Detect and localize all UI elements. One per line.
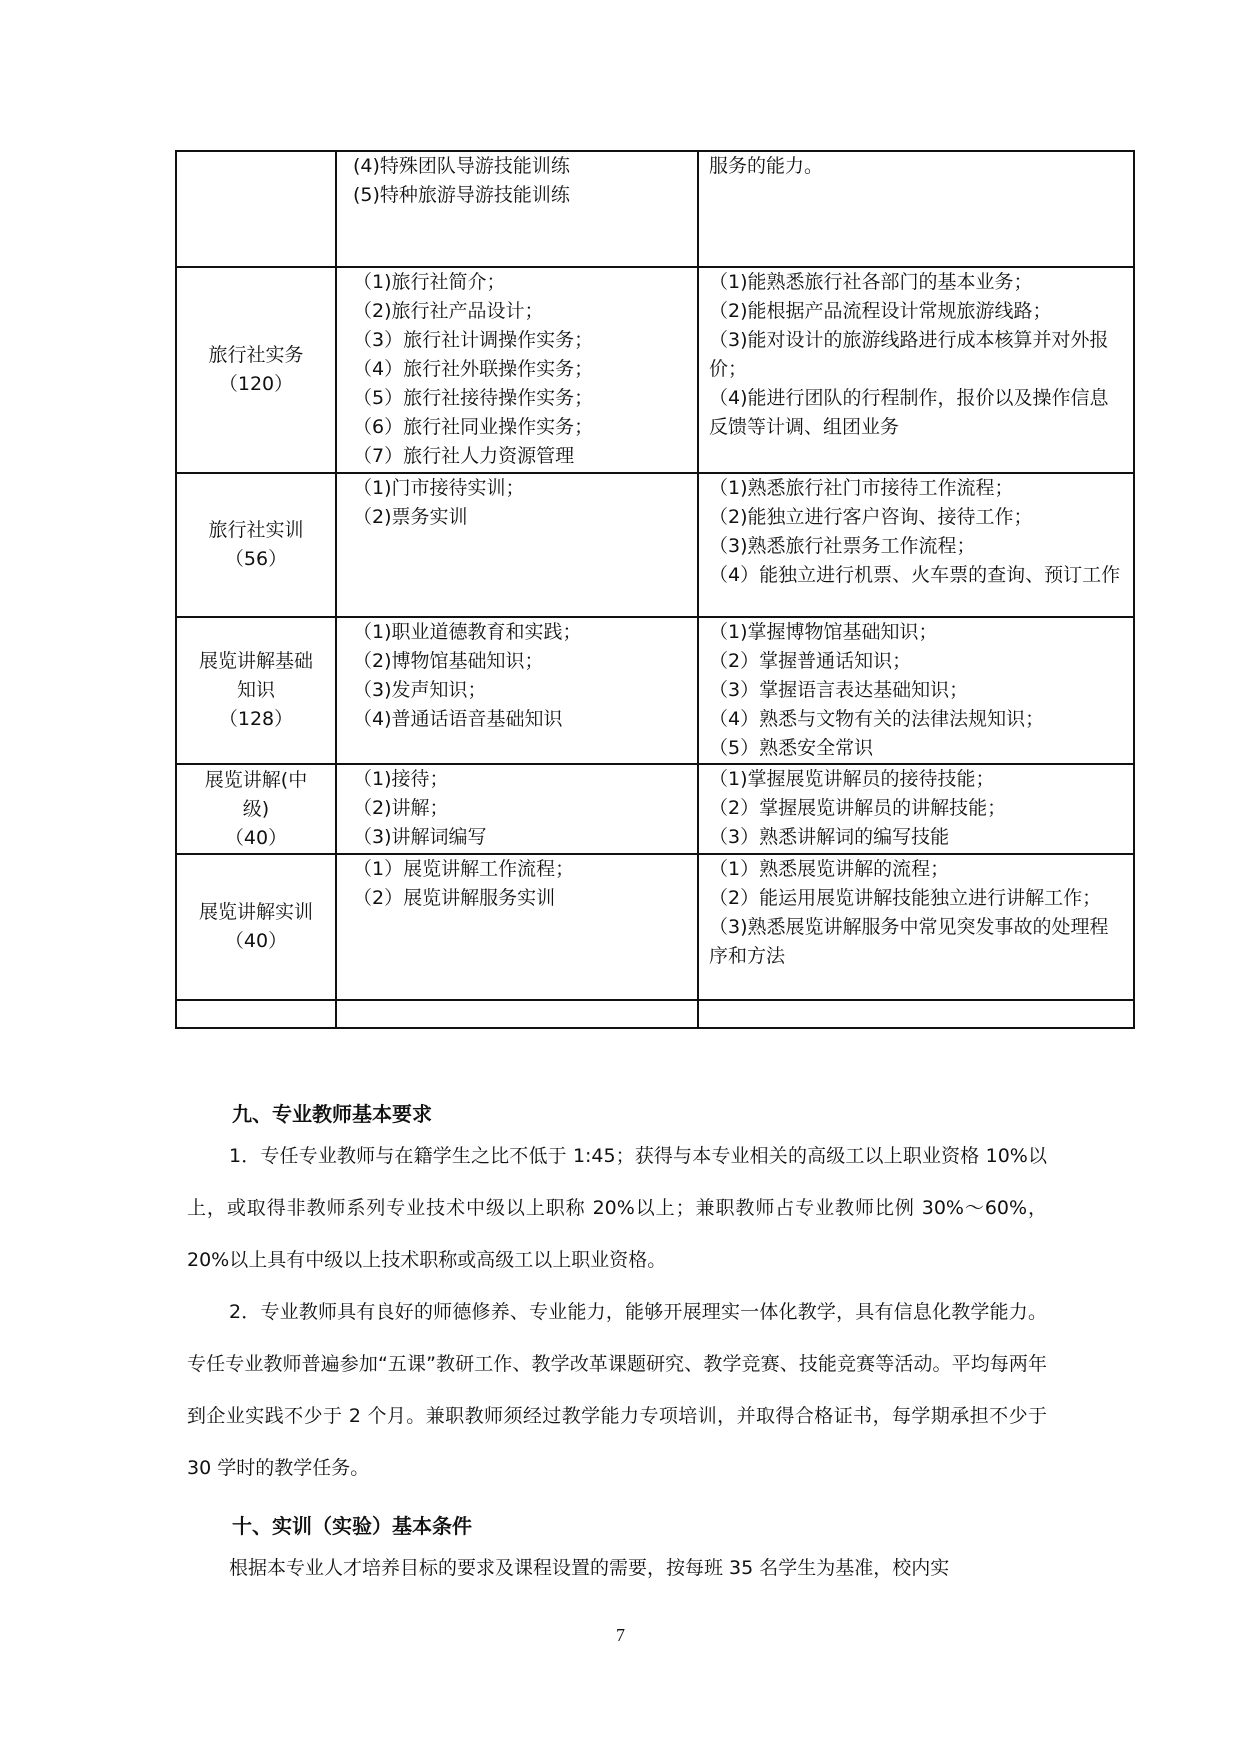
cell-line: （2)旅行社产品设计；: [353, 300, 544, 322]
cell-line: （1)能熟悉旅行社各部门的基本业务；: [709, 271, 1033, 293]
course-content-cell: [336, 617, 698, 764]
cell-line: （3)能对设计的旅游线路进行成本核算并对外报价；: [709, 329, 1109, 380]
table-row: [176, 267, 1134, 473]
table-row: [176, 617, 1134, 764]
cell-line: （5）旅行社接待操作实务；: [353, 387, 594, 409]
course-name-cell: [176, 764, 336, 854]
section-10-title: 十、实训（实验）基本条件: [232, 1514, 472, 1538]
cell-line: （2)能根据产品流程设计常规旅游线路；: [709, 300, 1052, 322]
section-10-paragraph-1: 根据本专业人才培养目标的要求及课程设置的需要，按每班 35 名学生为基准，校内实: [229, 1557, 950, 1579]
cell-line: （4）旅行社外联操作实务；: [353, 358, 594, 380]
course-content-cell: [336, 1000, 698, 1028]
course-goal-cell: [698, 854, 1134, 1000]
course-name-cell: [176, 617, 336, 764]
course-name-cell: [176, 151, 336, 267]
table-row: [176, 854, 1134, 1000]
course-content-cell: [336, 764, 698, 854]
cell-line: 展览讲解实训: [198, 901, 313, 923]
course-goal-cell: [698, 764, 1134, 854]
cell-line: （6）旅行社同业操作实务；: [353, 416, 594, 438]
cell-line: （2）掌握普通话知识；: [709, 650, 912, 672]
cell-line: 知识: [236, 679, 275, 701]
cell-line: （2)能独立进行客户咨询、接待工作；: [709, 506, 1033, 528]
cell-line: 展览讲解基础: [198, 650, 313, 672]
cell-line: （56）: [224, 548, 288, 570]
table-row: [176, 151, 1134, 267]
cell-line: （1)掌握展览讲解员的接待技能；: [709, 768, 995, 790]
cell-line: 旅行社实务: [208, 344, 304, 366]
cell-line: （4）能独立进行机票、火车票的查询、预订工作: [709, 564, 1121, 586]
cell-line: （1)门市接待实训；: [353, 477, 525, 499]
cell-line: 级): [242, 797, 270, 820]
cell-line: （1)掌握博物馆基础知识；: [709, 621, 938, 643]
course-name-cell: [176, 473, 336, 617]
section-9-paragraph-1: 1．专任专业教师与在籍学生之比不低于 1:45；获得与本专业相关的高级工以上职业资格 10%以上，或取得非教师系列专业技术中级以上职称 20%以上；兼职教师占专业教师比例 30%～60%，20%以上具有中级以上技术职称或高级工以上职业资格。: [187, 1145, 1047, 1271]
cell-line: （3）掌握语言表达基础知识；: [709, 679, 969, 701]
section-9-paragraph-2: 2．专业教师具有良好的师德修养、专业能力，能够开展理实一体化教学，具有信息化教学能力。专任专业教师普遍参加“五课”教研工作、教学改革课题研究、教学竞赛、技能竞赛等活动。平均每两年到企业实践不少于 2 个月。兼职教师须经过教学能力专项培训，并取得合格证书，每学期承担不少于 30 学时的教学任务。: [187, 1301, 1047, 1479]
cell-line: (4)特殊团队导游技能训练: [353, 155, 570, 177]
cell-line: （40）: [224, 930, 288, 952]
course-content-cell: [336, 473, 698, 617]
cell-line: （3)熟悉展览讲解服务中常见突发事故的处理程序和方法: [709, 916, 1109, 967]
table-row: [176, 764, 1134, 854]
cell-line: 展览讲解(中: [204, 768, 308, 791]
cell-line: （2)讲解；: [353, 797, 449, 819]
course-goal-cell: [698, 151, 1134, 267]
cell-line: （3）熟悉讲解词的编写技能: [709, 826, 950, 848]
course-goal-cell: [698, 1000, 1134, 1028]
page-number: 7: [616, 1625, 625, 1645]
cell-line: (5)特种旅游导游技能训练: [353, 184, 570, 206]
cell-line: （5）熟悉安全常识: [709, 737, 874, 759]
cell-line: （128）: [218, 708, 294, 730]
cell-line: （40）: [224, 826, 288, 849]
table-row: [176, 473, 1134, 617]
course-name-cell: [176, 267, 336, 473]
table-row: [176, 1000, 1134, 1028]
cell-line: （1)职业道德教育和实践；: [353, 621, 582, 643]
course-content-cell: [336, 854, 698, 1000]
cell-line: （2)博物馆基础知识；: [353, 650, 544, 672]
cell-line: （3)熟悉旅行社票务工作流程；: [709, 535, 976, 557]
course-goal-cell: [698, 617, 1134, 764]
section-9-title: 九、专业教师基本要求: [232, 1102, 432, 1126]
cell-line: （1)接待；: [353, 768, 449, 790]
cell-line: （120）: [218, 373, 294, 395]
course-name-cell: [176, 854, 336, 1000]
course-name-cell: [176, 1000, 336, 1028]
cell-line: 服务的能力。: [709, 155, 824, 177]
cell-line: 旅行社实训: [208, 519, 304, 541]
cell-line: （4）熟悉与文物有关的法律法规知识；: [709, 708, 1045, 730]
cell-line: （1)旅行社简介；: [353, 271, 506, 293]
cell-line: （2)票务实训: [353, 506, 468, 528]
cell-line: （4)普通话语音基础知识: [353, 708, 563, 730]
cell-line: （1）展览讲解工作流程；: [353, 858, 575, 880]
course-table: [175, 150, 1135, 1029]
cell-line: （4)能进行团队的行程制作，报价以及操作信息反馈等计调、组团业务: [709, 387, 1109, 438]
course-goal-cell: [698, 267, 1134, 473]
course-content-cell: [336, 267, 698, 473]
cell-line: （3)讲解词编写: [353, 826, 487, 848]
course-table-body: [176, 151, 1134, 1028]
cell-line: （2）能运用展览讲解技能独立进行讲解工作；: [709, 887, 1102, 909]
course-goal-cell: [698, 473, 1134, 617]
cell-line: （7）旅行社人力资源管理: [353, 445, 575, 467]
cell-line: （2）展览讲解服务实训: [353, 887, 556, 909]
cell-line: （2）掌握展览讲解员的讲解技能；: [709, 797, 1007, 819]
course-content-cell: [336, 151, 698, 267]
cell-line: （1）熟悉展览讲解的流程；: [709, 858, 950, 880]
cell-line: （3)发声知识；: [353, 679, 487, 701]
cell-line: （1)熟悉旅行社门市接待工作流程；: [709, 477, 1014, 499]
cell-line: （3）旅行社计调操作实务；: [353, 329, 594, 351]
